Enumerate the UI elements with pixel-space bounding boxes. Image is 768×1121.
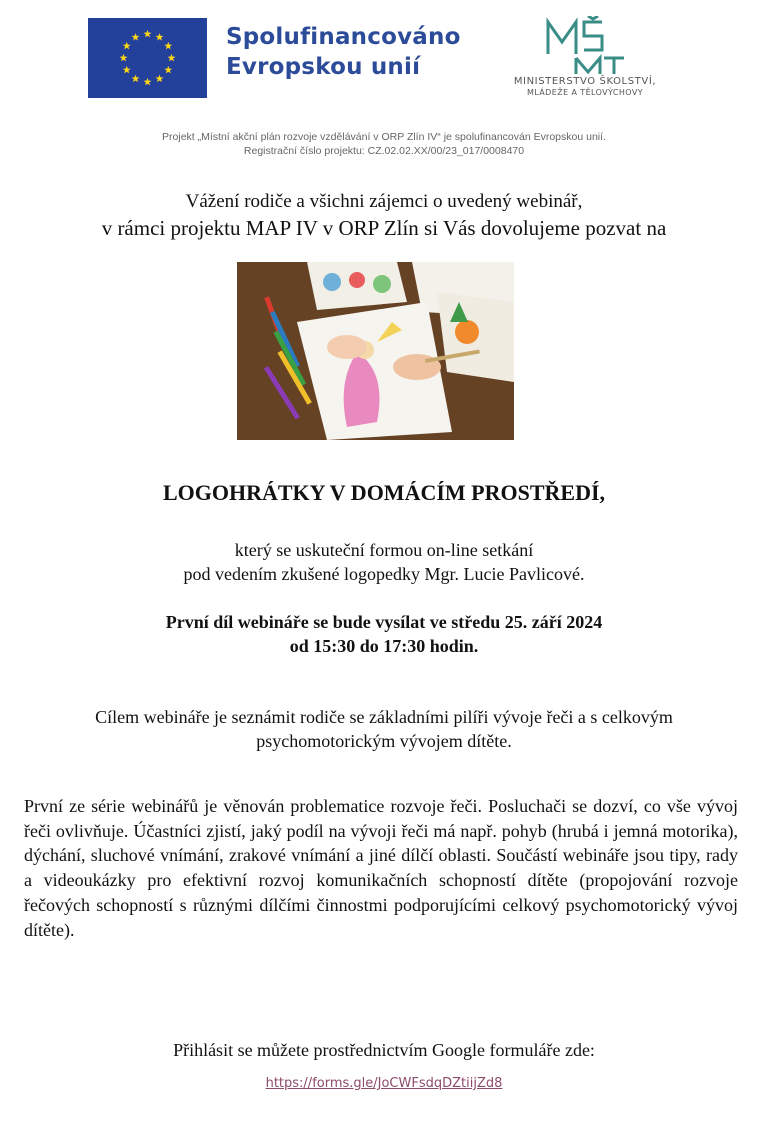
- schedule-line2: od 15:30 do 17:30 hodin.: [289, 636, 479, 656]
- event-title: LOGOHRÁTKY V DOMÁCÍM PROSTŘEDÍ,: [162, 480, 606, 505]
- signup-link-wrap: [0, 1076, 768, 1091]
- ministry-line2: MLÁDEŽE A TĚLOVÝCHOVY: [526, 88, 644, 97]
- cofund-line2: Evropskou unií: [226, 54, 421, 80]
- project-note-line1: Projekt „Místní akční plán rozvoje vzdělávání v ORP Zlín IV“ je spolufinancován Evropskou unií.: [162, 131, 606, 143]
- signup-link[interactable]: https://forms.gle/JoCWFsdqDZtiijZd8: [265, 1076, 503, 1091]
- greeting-line1: Vážení rodiče a všichni zájemci o uvedený webinář,: [185, 191, 583, 212]
- eu-stars-icon: [88, 18, 207, 98]
- cofund-line1: Spolufinancováno: [226, 24, 461, 50]
- description-paragraph: První ze série webinářů je věnován problematice rozvoje řeči. Posluchači se dozví, co vše vývoj řeči ovlivňuje. Účastníci zjistí, jaký podíl na vývoji řeči má např. pohyb (hrubá i jemná motorika), dýchání, sluchové vnímání, zrakové vnímání a jiné dílčí oblasti. Součástí webináře jsou tipy, rady a videoukázky pro efektivní rozvoj komunikačních schopností dítěte (propojování rozvoje řečových schopností s různými dílčími činnostmi podporujícími celkový psychomotorický vývoj dítěte).: [24, 796, 738, 940]
- greeting-line2: v rámci projektu MAP IV v ORP Zlín si Vás dovolujeme pozvat na: [101, 216, 667, 240]
- cofund-text: [226, 22, 461, 82]
- intro-line1: který se uskuteční formou on-line setkání: [234, 540, 534, 560]
- ministry-name: [490, 76, 680, 97]
- intro-line2: pod vedením zkušené logopedky Mgr. Lucie Pavlicové.: [183, 564, 585, 584]
- greeting: [0, 188, 768, 242]
- signup-text: Přihlásit se můžete prostřednictvím Google formuláře zde:: [173, 1040, 595, 1060]
- schedule: [0, 610, 768, 658]
- project-note-line2: Registrační číslo projektu: CZ.02.02.XX/00/23_017/0008470: [243, 145, 525, 157]
- intro: [0, 538, 768, 586]
- goal-line2: psychomotorickým vývojem dítěte.: [256, 731, 512, 751]
- goal: [0, 705, 768, 753]
- child-drawing-photo: [237, 262, 514, 440]
- project-note: [0, 130, 768, 158]
- goal-line1: Cílem webináře je seznámit rodiče se základními pilíři vývoje řeči a s celkovým: [95, 707, 673, 727]
- schedule-line1: První díl webináře se bude vysílat ve středu 25. září 2024: [165, 612, 603, 632]
- ministry-line1: MINISTERSTVO ŠKOLSTVÍ,: [513, 76, 657, 87]
- msmt-logo: [540, 16, 630, 76]
- eu-flag-logo: [88, 18, 207, 98]
